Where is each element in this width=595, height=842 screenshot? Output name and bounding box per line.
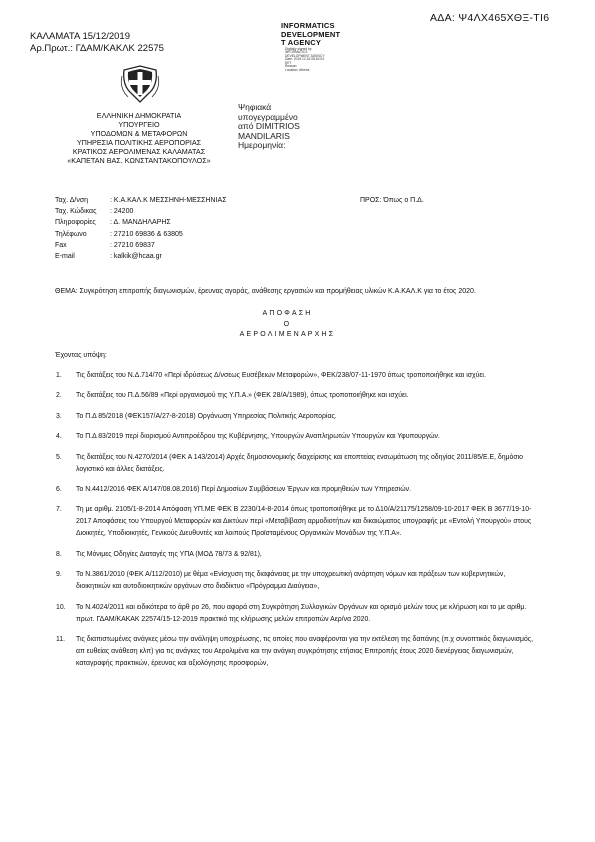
item-text: Το Π.Δ 83/2019 περί διορισμού Αντιπροέδρου της Κυβέρνησης, Υπουργών Αναπληρωτών Υπουργών και Υφυπουργών. — [76, 433, 440, 441]
decision-title-line: Ο — [283, 320, 292, 328]
date-line: ΚΑΛΑΜΑΤΑ 15/12/2019 — [30, 31, 130, 42]
item-text: Το Ν.3861/2010 (ΦΕΚ Α/112/2010) με θέμα «Ενίσχυση της διαφάνειας με την υποχρεωτική ανάρτηση νόμων και πράξεων των κυβερνητικών, διοικητικών και αυτοδιοικητικών οργάνων στο διαδίκτυο «Πρόγραμμα Διαύγεια», — [76, 571, 506, 591]
item-number: 1. — [56, 372, 62, 379]
item-number: 3. — [56, 412, 62, 420]
list-item — [56, 549, 541, 561]
list-item — [56, 504, 541, 540]
stamp-detail-line: EET — [285, 60, 292, 65]
signature-line: από DIMITRIOS — [238, 121, 300, 131]
signature-line: Ημερομηνία: — [238, 140, 286, 150]
stamp-detail-line: DEVELOPMENT AGENCY — [285, 53, 325, 58]
item-text: Το Ν.4412/2016 ΦΕΚ Α/147/08.08.2016) Περί Δημοσίων Συμβάσεων Έργων και προμηθειών των Υπηρεσιών. — [76, 485, 411, 493]
item-number: 11. — [56, 635, 66, 643]
contact-row — [55, 240, 227, 251]
signature-line: Ψηφιακά — [238, 102, 272, 112]
list-item — [56, 484, 541, 496]
email-link[interactable]: : kalkik@hcaa.gr — [110, 253, 162, 261]
signature-line: υπογεγραμμένο — [238, 111, 298, 122]
list-item — [56, 411, 541, 423]
stamp-detail-line: Digitally signed by — [285, 46, 312, 51]
digital-signature — [238, 103, 300, 151]
stamp-details — [285, 48, 333, 73]
greek-coat-of-arms-icon — [120, 64, 160, 104]
item-number: 5. — [56, 453, 62, 461]
contact-label: Πληροφορίες — [55, 219, 96, 227]
contact-row — [55, 195, 227, 206]
list-item — [56, 634, 541, 670]
ada-code: ΑΔΑ: Ψ4ΛΧ465ΧΘΞ-ΤΙ6 — [430, 12, 550, 24]
agency-line: T AGENCY — [281, 38, 322, 47]
contact-row — [55, 251, 227, 262]
list-item — [56, 370, 541, 382]
item-number: 6. — [56, 485, 62, 493]
authority-line: ΥΠΟΥΡΓΕΙΟ — [118, 120, 160, 129]
item-number: 7. — [56, 506, 62, 514]
list-item — [56, 431, 541, 443]
item-text: Τις διατάξεις του Π.Δ.56/89 «Περί οργανισμού της Υ.Π.Α.» (ΦΕΚ 28/Α/1989), όπως τροποποιήθηκε και ισχύει. — [76, 392, 409, 400]
contact-label: Ταχ. Κώδικας — [55, 208, 97, 216]
subject: ΘΕΜΑ: Συγκρότηση επιτροπής διαγωνισμών, έρευνας αγοράς, ανάθεσης εργασιών και προμήθειας υλικών Κ.Α.ΚΑΛ.Κ για το έτος 2020. — [55, 288, 476, 295]
contact-label: Fax — [55, 241, 67, 249]
protocol-number: Αρ.Πρωτ.: ΓΔΑΜ/ΚΑΚΛΚ 22575 — [30, 43, 164, 54]
item-text: Τις Μόνιμες Οδηγίες Διαταγές της ΥΠΑ (ΜΟΔ 78/73 & 92/81), — [76, 550, 262, 558]
item-number: 4. — [56, 433, 62, 441]
item-number: 8. — [56, 550, 62, 558]
considering-heading: Έχοντας υπόψη: — [55, 352, 107, 359]
authority-line: ΥΠΗΡΕΣΙΑ ΠΟΛΙΤΙΚΗΣ ΑΕΡΟΠΟΡΙΑΣ — [76, 138, 202, 147]
item-text: Το Π.Δ 85/2018 (ΦΕΚ157/Α/27-8-2018) Οργάνωση Υπηρεσίας Πολιτικής Αεροπορίας. — [76, 412, 337, 420]
stamp-detail-line: Date: 2019.12.16 08:52:03 — [285, 57, 325, 62]
item-text: Τις διατάξεις του Ν.Δ.714/70 «Περί ιδρύσεως Δ/νσεως Ευσέβειων Μεταφορών», ΦΕΚ/238/07-11-1970 όπως τροποποιήθηκε και ισχύει. — [76, 372, 486, 379]
decision-title-line: ΑΕΡΟΛΙΜΕΝΑΡΧΗΣ — [239, 331, 336, 338]
list-item — [56, 452, 541, 476]
agency-line: INFORMATICS — [281, 21, 335, 30]
contact-row — [55, 206, 227, 217]
item-text: Το Ν.4024/2011 και ειδικότερα το άρθ ρο 26, που αφορά στη Συγκρότηση Συλλογικών Οργάνων και ορισμό μελών τους με κλήρωση και το με αριθμ. πρωτ. ΓΔΑΜ/ΚΑΚΑΚ 22574/15-12-2019 πρακτικό της κλήρωσης μελών επιτροπών Αερ/να 2020. — [76, 603, 527, 623]
stamp-detail-line: Location: Athens — [285, 68, 310, 73]
authority-line: ΚΡΑΤΙΚΟΣ ΑΕΡΟΛΙΜΕΝΑΣ ΚΑΛΑΜΑΤΑΣ — [72, 147, 206, 156]
agency-name — [281, 22, 340, 48]
authority-line: ΥΠΟΔΟΜΩΝ & ΜΕΤΑΦΟΡΩΝ — [90, 129, 188, 138]
authority-line: «ΚΑΠΕΤΑΝ ΒΑΣ. ΚΩΝΣΤΑΝΤΑΚΟΠΟΥΛΟΣ» — [67, 156, 211, 165]
contact-value: : 24200 — [110, 208, 134, 216]
contact-label: Τηλέφωνο — [55, 230, 87, 238]
list-item — [56, 602, 541, 626]
contact-value: : Κ.Α.ΚΑΛ.Κ ΜΕΣΣΗΝΗ-ΜΕΣΣΗΝΙΑΣ — [110, 197, 227, 204]
list-item — [56, 390, 541, 402]
document-header — [30, 31, 164, 55]
contact-value: : Δ. ΜΑΝΔΗΛΑΡΗΣ — [110, 219, 171, 227]
item-text: Τις διαπιστωμένες ανάγκες μέσω την ανάληψη υποχρέωσης, τις οποίες που αναφέρονται για την εκτέλεση της δαπάνης (π.χ συνοπτικός διαγωνισμός, απ ευθείας ανάθεση κλπ) για τις ανάγκες του Αερολιμένα και την ανάγκη συγκρότησης ετήσιας Επιτροπής έτους 2020 διενέργειας διαγωνισμών, καταγραφής πρακτικών, έρευνας και αξιολόγησης προσφορών, — [76, 635, 534, 667]
stamp-detail-line: Reason: — [285, 64, 298, 69]
authority-line: ΕΛΛΗΝΙΚΗ ΔΗΜΟΚΡΑΤΙΑ — [96, 111, 182, 120]
signature-line: MANDILARIS — [238, 130, 290, 141]
item-text: Τη με αριθμ. 2105/1-8-2014 Απόφαση ΥΠ.ΜΕ ΦΕΚ Β 2230/14-8-2014 όπως τροποποιήθηκε με το Δ10/Α/21175/1258/09-10-2017 ΦΕΚ Β 3677/19-10-2017 Αποφάσεις του Υπουργού Μεταφορών και Δικτύων περί «Μεταβίβαση αρμοδιοτήτων και δικαιώματος υπογραφής με «Εντολή Υπουργού» στους Διοικητές, Υποδιοικητές, Γενικούς Διευθυντές και λοιπούς Προϊσταμένους Οργανικών Μονάδων της Υ.Π.Α». — [76, 506, 532, 538]
item-number: 2. — [56, 392, 62, 400]
contact-row — [55, 217, 227, 228]
contact-details — [55, 195, 227, 262]
item-number: 9. — [56, 571, 62, 579]
contact-value: : 27210 69836 & 63805 — [110, 230, 183, 238]
item-number: 10. — [56, 603, 66, 611]
contact-row — [55, 229, 227, 240]
agency-line: DEVELOPMENT — [281, 29, 341, 39]
digital-stamp — [281, 22, 391, 73]
contact-value: : 27210 69837 — [110, 241, 155, 249]
recipient: ΠΡΟΣ: Όπως ο Π.Δ. — [360, 197, 424, 204]
list-item — [56, 569, 541, 593]
item-text: Τις διατάξεις του Ν.4270/2014 (ΦΕΚ Α 143/2014) Αρχές δημοσιονομικής διαχείρισης και εποπτείας ενσωμάτωση της οδηγίας 2011/85/Ε.Ε, δημόσιο λογιστικό και άλλες διατάξεις. — [76, 453, 523, 473]
stamp-detail-line: INFORMATICS — [285, 50, 308, 55]
issuing-authority — [54, 111, 224, 165]
contact-label: Ταχ. Δ/νση — [55, 197, 89, 204]
decision-title — [150, 309, 425, 341]
considerations-list — [56, 370, 541, 678]
contact-label: E-mail — [55, 253, 75, 261]
decision-title-line: ΑΠΟΦΑΣΗ — [262, 310, 313, 317]
